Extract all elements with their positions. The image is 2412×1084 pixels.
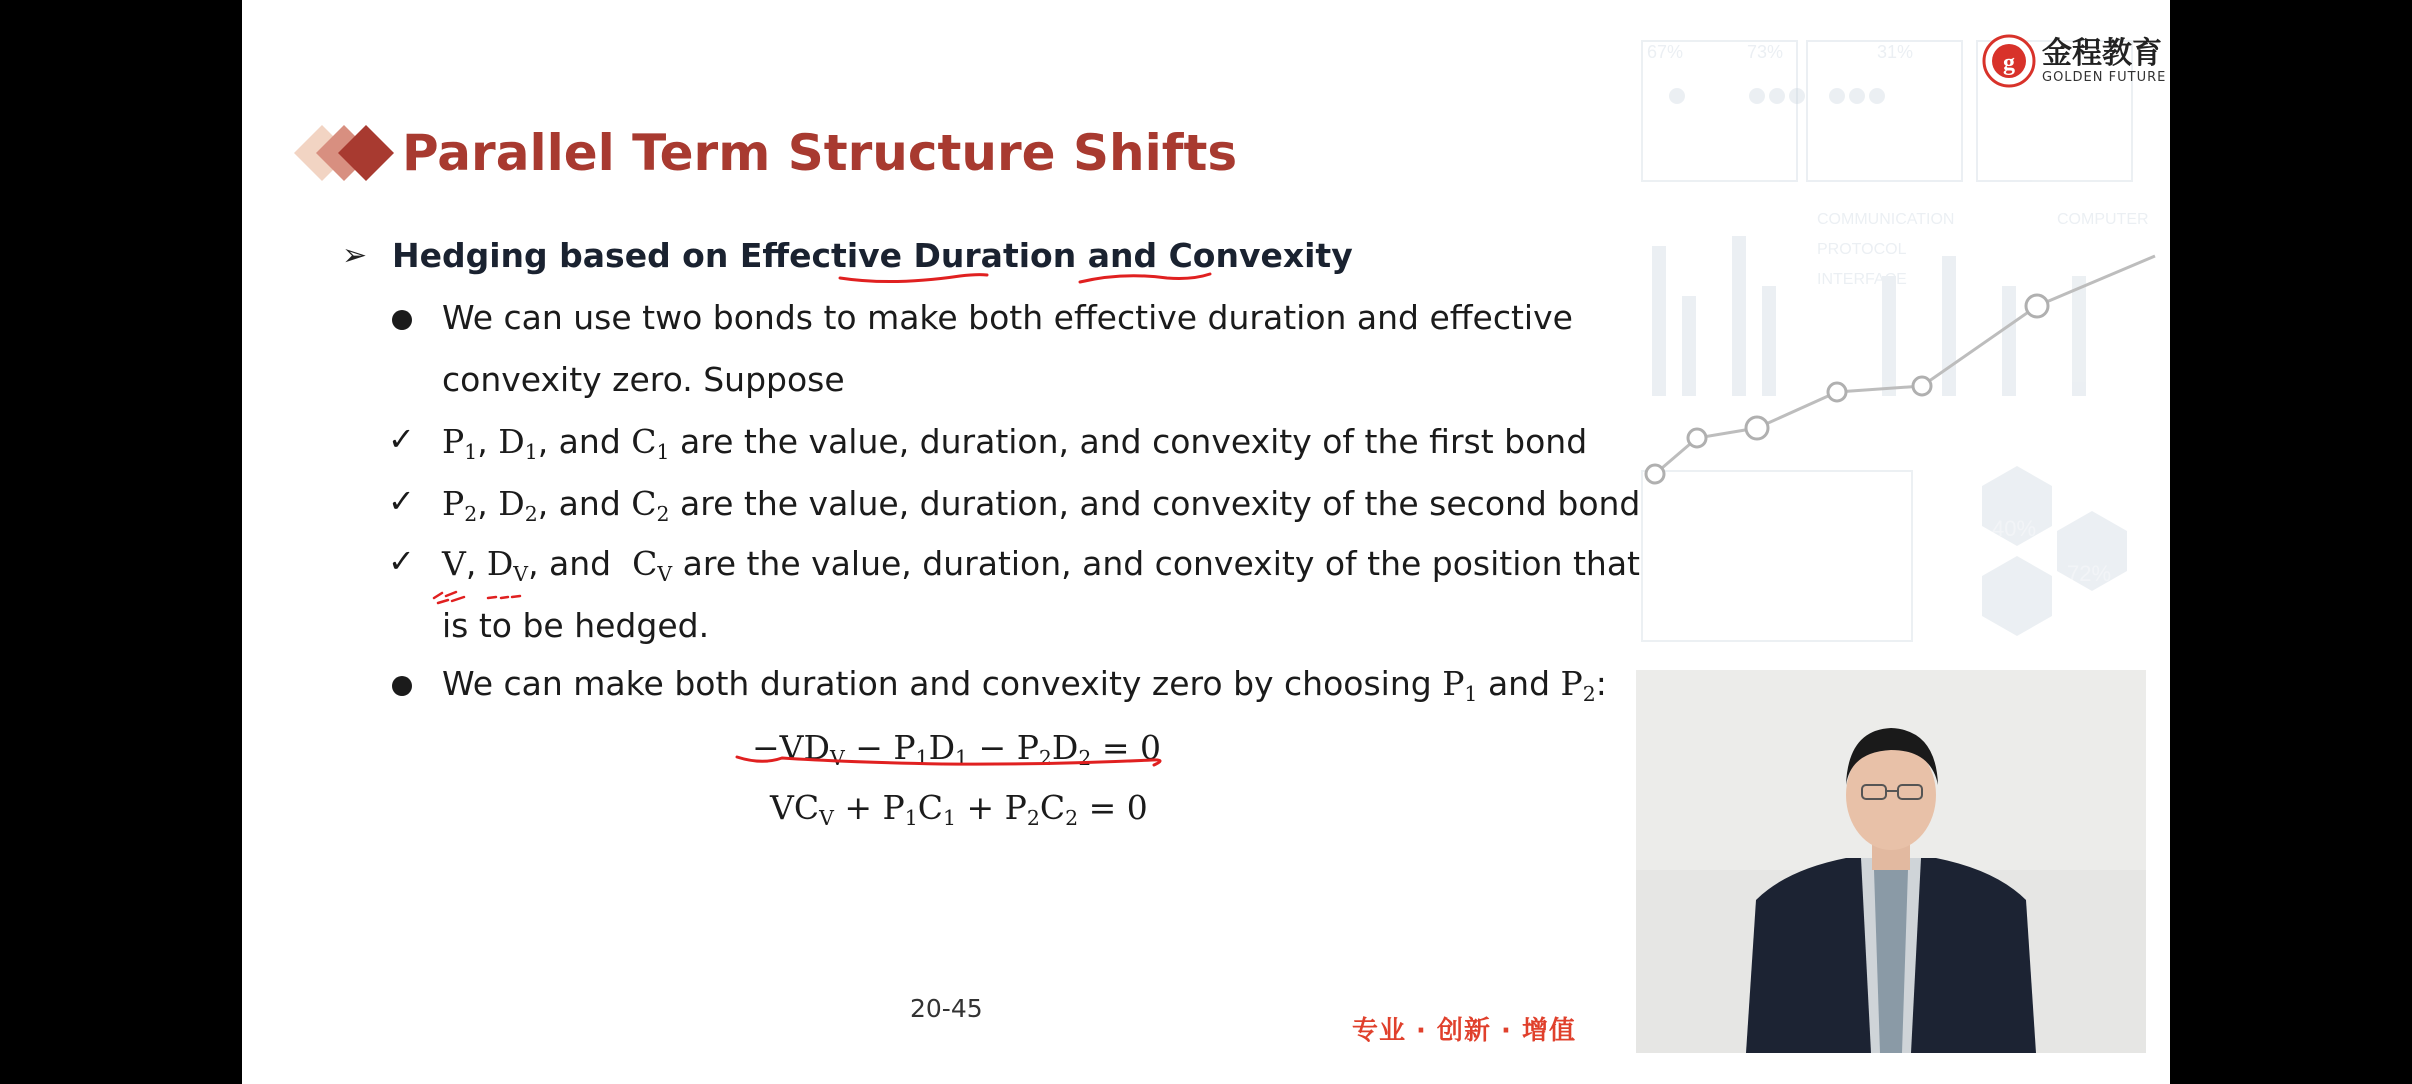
duration-equation: $-VD_V - P_1D_1 - P_2D_2 = 0$ bbox=[752, 728, 1162, 771]
bullet2-text: We can make both duration and convexity zero by choosing $P_1$ and $P_2$: bbox=[442, 664, 1607, 707]
scribble-dv bbox=[488, 596, 520, 598]
bg-label: INTERFACE bbox=[1817, 271, 1907, 288]
checkmark-icon: ✓ bbox=[388, 482, 415, 520]
check3-text-line1: V, $D_V$, and $C_V$ are the value, duration, and convexity of the position that bbox=[442, 544, 1640, 587]
bullet-dot-icon bbox=[392, 310, 412, 330]
svg-text:g: g bbox=[2003, 50, 2015, 76]
arrow-bullet-icon: ➢ bbox=[342, 238, 368, 273]
underline-duration bbox=[840, 275, 987, 282]
bg-label: 73% bbox=[1747, 42, 1784, 62]
slogan: 专业 · 创新 · 增值 bbox=[1352, 1016, 1576, 1046]
page-number: 20-45 bbox=[910, 994, 983, 1023]
bg-label: PROTOCOL bbox=[1817, 241, 1907, 258]
golden-future-logo bbox=[1982, 34, 2166, 88]
check2-text: $P_2$, $D_2$, and $C_2$ are the value, duration, and convexity of the second bond bbox=[442, 484, 1641, 527]
bullet1-line1: We can use two bonds to make both effective duration and effective bbox=[442, 298, 1573, 337]
bg-label: 67% bbox=[1647, 42, 1684, 62]
bg-label: 40% bbox=[1992, 516, 2037, 541]
background-infographic bbox=[1637, 36, 2149, 656]
bg-label: COMPUTER bbox=[2057, 211, 2149, 228]
title-diamond-icon bbox=[292, 120, 402, 190]
presenter-video[interactable] bbox=[1636, 670, 2146, 1053]
bg-label: 72% bbox=[2067, 561, 2112, 586]
bg-label: COMMUNICATION bbox=[1817, 211, 1955, 228]
logo-text-english: GOLDEN FUTURE bbox=[2042, 69, 2167, 85]
checkmark-icon: ✓ bbox=[388, 420, 415, 458]
bullet1-line2: convexity zero. Suppose bbox=[442, 360, 845, 399]
checkmark-icon: ✓ bbox=[388, 542, 415, 580]
presenter-image bbox=[1636, 670, 2146, 1053]
underline-convexity bbox=[1080, 274, 1210, 282]
check1-text: $P_1$, $D_1$, and $C_1$ are the value, duration, and convexity of the first bond bbox=[442, 422, 1588, 465]
slide-title: Parallel Term Structure Shifts bbox=[402, 124, 1238, 182]
logo-text-chinese: 金程教育 bbox=[2042, 35, 2162, 71]
convexity-equation: $VC_V + P_1C_1 + P_2C_2 = 0$ bbox=[770, 788, 1148, 831]
logo-emblem-icon bbox=[1982, 34, 2036, 88]
check3-text-line2: is to be hedged. bbox=[442, 606, 710, 645]
slide bbox=[242, 0, 2170, 1084]
section-heading: Hedging based on Effective Duration and Convexity bbox=[392, 236, 1353, 275]
scribble-v bbox=[434, 592, 464, 603]
bullet-dot-icon bbox=[392, 676, 412, 696]
bg-label: 31% bbox=[1877, 42, 1914, 62]
